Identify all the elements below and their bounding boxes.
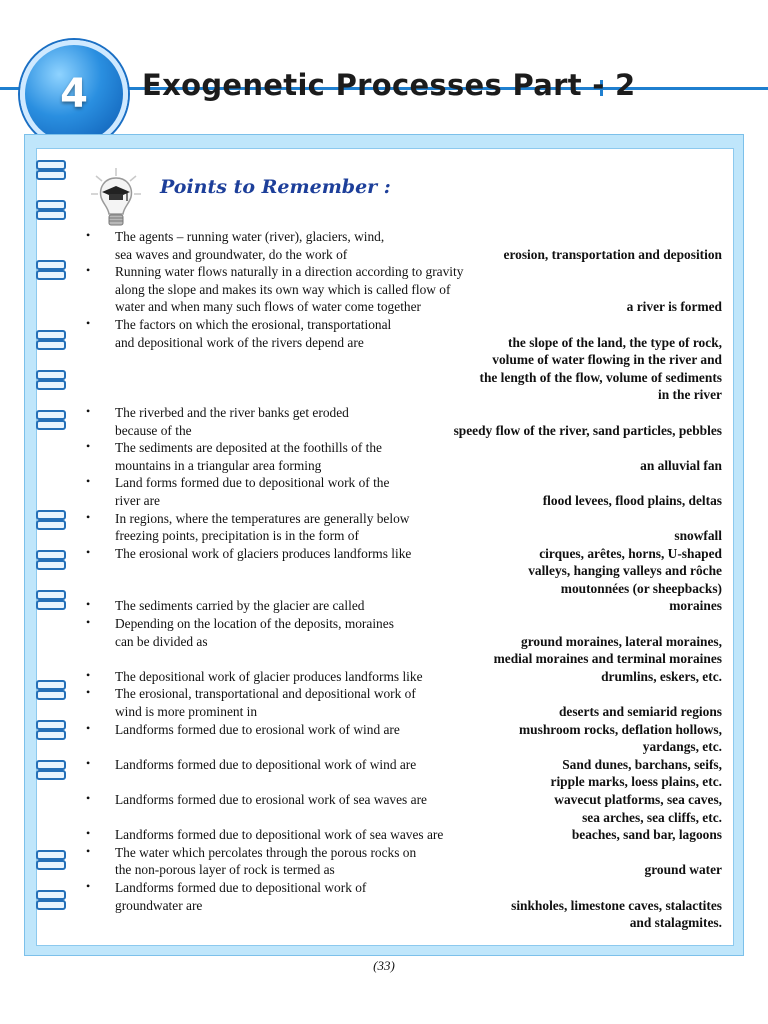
point-answer: wavecut platforms, sea caves, bbox=[554, 792, 722, 807]
point-line bbox=[115, 791, 722, 809]
binding-ring bbox=[36, 380, 66, 390]
binding-ring bbox=[36, 850, 66, 860]
point-line bbox=[115, 334, 722, 352]
point-line bbox=[115, 756, 722, 774]
point-answer: cirques, arêtes, horns, U-shaped bbox=[539, 545, 722, 561]
bullet-icon: • bbox=[86, 509, 91, 524]
point-item bbox=[86, 439, 722, 474]
point-item bbox=[86, 510, 722, 545]
point-answer: sea arches, sea cliffs, etc. bbox=[582, 809, 722, 825]
binding-ring bbox=[36, 770, 66, 780]
point-answer: sinkholes, limestone caves, stalactites bbox=[511, 897, 722, 913]
point-answer: ripple marks, loess plains, etc. bbox=[550, 774, 722, 790]
point-line bbox=[115, 773, 722, 791]
chapter-badge bbox=[20, 40, 128, 148]
section-title: Points to Remember : bbox=[160, 176, 391, 198]
point-answer: drumlins, eskers, etc. bbox=[601, 668, 722, 684]
spiral-binding bbox=[36, 160, 66, 940]
point-answer: ground moraines, lateral moraines, bbox=[521, 633, 722, 649]
bullet-icon: • bbox=[86, 878, 91, 893]
point-item bbox=[86, 668, 722, 686]
point-text: The erosional, transportational and depositional work of bbox=[115, 686, 416, 702]
point-text: The factors on which the erosional, transportational bbox=[115, 316, 392, 332]
point-text: The riverbed and the river banks get eroded bbox=[115, 404, 349, 420]
binding-ring bbox=[36, 890, 66, 900]
binding-ring bbox=[36, 410, 66, 420]
binding-ring bbox=[36, 590, 66, 600]
bullet-icon: • bbox=[86, 755, 91, 770]
bullet-icon: • bbox=[86, 228, 91, 242]
point-text: Landforms formed due to depositional work of sea waves are bbox=[115, 827, 444, 843]
point-answer: and stalagmites. bbox=[629, 915, 722, 931]
point-answer: an alluvial fan bbox=[640, 457, 722, 473]
binding-ring bbox=[36, 760, 66, 770]
point-answer: the length of the flow, volume of sediments bbox=[479, 369, 722, 385]
point-text: Landforms formed due to depositional work of wind are bbox=[115, 756, 417, 772]
bullet-icon: • bbox=[86, 667, 91, 682]
bullet-icon: • bbox=[86, 315, 91, 330]
binding-ring bbox=[36, 560, 66, 570]
bullet-icon: • bbox=[86, 685, 91, 700]
point-text: Landforms formed due to depositional work of bbox=[115, 879, 367, 895]
point-item bbox=[86, 721, 722, 756]
binding-ring bbox=[36, 210, 66, 220]
point-answer: medial moraines and terminal moraines bbox=[493, 651, 722, 667]
point-line bbox=[115, 809, 722, 827]
point-item bbox=[86, 404, 722, 439]
bullet-icon: • bbox=[86, 826, 91, 841]
bullet-icon: • bbox=[86, 720, 91, 735]
point-line bbox=[115, 897, 722, 915]
point-line bbox=[115, 844, 722, 862]
bullet-icon: • bbox=[86, 439, 91, 454]
point-text: The erosional work of glaciers produces landforms like bbox=[115, 545, 412, 561]
point-text: Depending on the location of the deposits, moraines bbox=[115, 616, 394, 632]
point-answer: beaches, sand bar, lagoons bbox=[571, 827, 722, 843]
point-line bbox=[115, 615, 722, 633]
point-text: mountains in a triangular area forming bbox=[115, 457, 322, 473]
point-text: The sediments are deposited at the foothills of the bbox=[115, 440, 382, 456]
binding-ring bbox=[36, 160, 66, 170]
point-answer: yardangs, etc. bbox=[642, 739, 722, 755]
point-answer: Sand dunes, barchans, seifs, bbox=[562, 756, 722, 772]
point-item bbox=[86, 685, 722, 720]
point-line bbox=[115, 738, 722, 756]
binding-ring bbox=[36, 900, 66, 910]
bullet-icon: • bbox=[86, 474, 91, 489]
bullet-icon: • bbox=[86, 263, 91, 278]
point-line bbox=[115, 668, 722, 686]
binding-ring bbox=[36, 170, 66, 180]
point-item bbox=[86, 615, 722, 668]
point-text: water and when many such flows of water come together bbox=[115, 299, 422, 315]
binding-ring bbox=[36, 520, 66, 530]
point-answer: the slope of the land, the type of rock, bbox=[508, 334, 722, 350]
point-text: and depositional work of the rivers depend are bbox=[115, 334, 364, 350]
binding-ring bbox=[36, 730, 66, 740]
point-item bbox=[86, 791, 722, 826]
point-line bbox=[115, 246, 722, 264]
point-item bbox=[86, 597, 722, 615]
point-line bbox=[115, 457, 722, 475]
point-answer: volume of water flowing in the river and bbox=[492, 352, 722, 368]
point-line bbox=[115, 597, 722, 615]
point-line bbox=[115, 545, 722, 563]
point-line bbox=[115, 228, 722, 246]
point-text: groundwater are bbox=[115, 897, 203, 913]
point-answer: valleys, hanging valleys and rôche bbox=[528, 563, 722, 579]
point-item bbox=[86, 228, 722, 263]
point-line bbox=[115, 703, 722, 721]
binding-ring bbox=[36, 550, 66, 560]
point-answer: moraines bbox=[669, 598, 722, 614]
point-line bbox=[115, 826, 722, 844]
point-text: The depositional work of glacier produces landforms like bbox=[115, 668, 423, 684]
point-line bbox=[115, 474, 722, 492]
point-answer: speedy flow of the river, sand particles, pebbles bbox=[453, 422, 722, 438]
bullet-icon: • bbox=[86, 403, 91, 418]
point-text: Landforms formed due to erosional work of wind are bbox=[115, 721, 400, 737]
binding-ring bbox=[36, 260, 66, 270]
chapter-title: Exogenetic Processes Part - 2 bbox=[142, 68, 636, 102]
point-line bbox=[115, 510, 722, 528]
point-text: The water which percolates through the porous rocks on bbox=[115, 844, 417, 860]
point-answer: mushroom rocks, deflation hollows, bbox=[519, 721, 722, 737]
point-item bbox=[86, 545, 722, 598]
point-line bbox=[115, 298, 722, 316]
point-text: Running water flows naturally in a direction according to gravity bbox=[115, 264, 464, 280]
point-line bbox=[115, 650, 722, 668]
point-line bbox=[115, 685, 722, 703]
lightbulb-graduation-cap-icon bbox=[90, 166, 142, 232]
binding-ring bbox=[36, 420, 66, 430]
point-answer: snowfall bbox=[674, 528, 722, 544]
point-answer: moutonnées (or sheepbacks) bbox=[560, 580, 722, 596]
point-line bbox=[115, 422, 722, 440]
point-text: The sediments carried by the glacier are called bbox=[115, 598, 365, 614]
point-text: the non-porous layer of rock is termed as bbox=[115, 862, 335, 878]
point-text: sea waves and groundwater, do the work of bbox=[115, 246, 348, 262]
binding-ring bbox=[36, 510, 66, 520]
point-line bbox=[115, 492, 722, 510]
binding-ring bbox=[36, 330, 66, 340]
point-text: wind is more prominent in bbox=[115, 704, 258, 720]
point-text: freezing points, precipitation is in the form of bbox=[115, 528, 359, 544]
binding-ring bbox=[36, 600, 66, 610]
point-text: river are bbox=[115, 492, 160, 508]
binding-ring bbox=[36, 720, 66, 730]
point-line bbox=[115, 369, 722, 387]
point-answer: ground water bbox=[644, 862, 722, 878]
point-line bbox=[115, 404, 722, 422]
point-answer: in the river bbox=[658, 387, 722, 403]
point-text: The agents – running water (river), glaciers, wind, bbox=[115, 229, 385, 244]
point-item bbox=[86, 844, 722, 879]
point-answer: flood levees, flood plains, deltas bbox=[542, 492, 722, 508]
bullet-icon: • bbox=[86, 791, 91, 805]
point-line bbox=[115, 439, 722, 457]
point-line bbox=[115, 351, 722, 369]
binding-ring bbox=[36, 270, 66, 280]
point-item bbox=[86, 474, 722, 509]
point-item bbox=[86, 316, 722, 404]
point-answer: deserts and semiarid regions bbox=[558, 704, 722, 720]
point-line bbox=[115, 281, 722, 299]
page-number: (33) bbox=[373, 958, 395, 973]
bullet-icon: • bbox=[86, 544, 91, 559]
point-line bbox=[115, 527, 722, 545]
point-line bbox=[115, 914, 722, 932]
point-text: Land forms formed due to depositional work of the bbox=[115, 475, 390, 491]
point-line bbox=[115, 861, 722, 879]
point-line bbox=[115, 879, 722, 897]
point-item bbox=[86, 756, 722, 791]
point-line bbox=[115, 562, 722, 580]
bullet-icon: • bbox=[86, 615, 91, 630]
point-text: along the slope and makes its own way which is called flow of bbox=[115, 281, 451, 297]
point-line bbox=[115, 386, 722, 404]
binding-ring bbox=[36, 370, 66, 380]
points-list bbox=[86, 228, 722, 932]
binding-ring bbox=[36, 340, 66, 350]
bullet-icon: • bbox=[86, 597, 91, 612]
point-line bbox=[115, 580, 722, 598]
binding-ring bbox=[36, 200, 66, 210]
point-text: Landforms formed due to erosional work of sea waves are bbox=[115, 792, 427, 807]
bullet-icon: • bbox=[86, 843, 91, 858]
point-text: In regions, where the temperatures are generally below bbox=[115, 510, 410, 526]
binding-ring bbox=[36, 860, 66, 870]
binding-ring bbox=[36, 690, 66, 700]
point-text: can be divided as bbox=[115, 633, 208, 649]
point-item bbox=[86, 826, 722, 844]
point-line bbox=[115, 316, 722, 334]
point-line bbox=[115, 633, 722, 651]
point-answer: a river is formed bbox=[626, 299, 722, 315]
point-item bbox=[86, 263, 722, 316]
point-answer: erosion, transportation and deposition bbox=[503, 246, 722, 262]
point-line bbox=[115, 263, 722, 281]
point-line bbox=[115, 721, 722, 739]
point-text: because of the bbox=[115, 422, 192, 438]
chapter-number: 4 bbox=[60, 71, 88, 117]
point-item bbox=[86, 879, 722, 932]
binding-ring bbox=[36, 680, 66, 690]
